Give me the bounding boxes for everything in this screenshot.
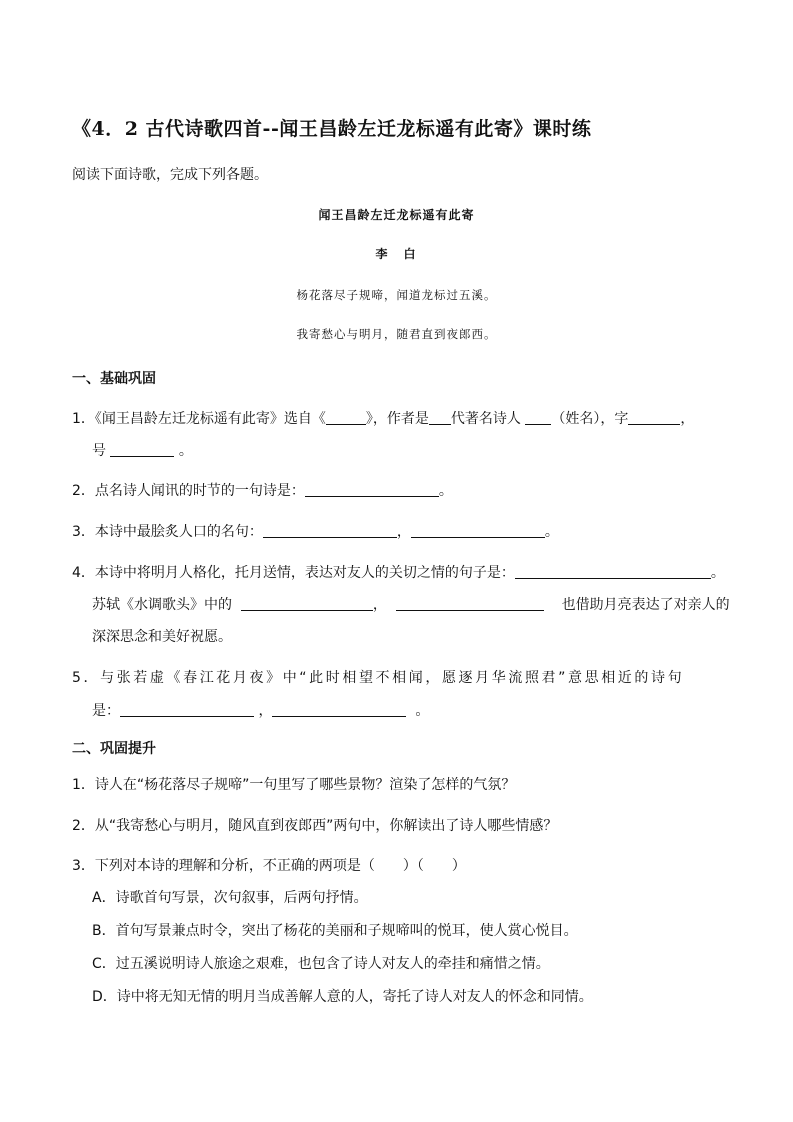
answer-blank[interactable] xyxy=(120,702,254,717)
answer-blank[interactable] xyxy=(110,442,174,457)
document-title: 《4．2 古代诗歌四首--闻王昌龄左迁龙标遥有此寄》课时练 xyxy=(72,118,592,140)
answer-blank[interactable] xyxy=(525,410,551,425)
poem-title: 闻王昌龄左迁龙标遥有此寄 xyxy=(318,208,475,222)
answer-blank[interactable] xyxy=(263,523,397,538)
poem-line-1: 杨花落尽子规啼，闻道龙标过五溪。 xyxy=(296,288,497,302)
answer-blank[interactable] xyxy=(411,523,545,538)
question-4-line-2: 苏轼《水调歌头》中的 ， 也借助月亮表达了对亲人的 xyxy=(92,597,730,613)
option-d: D．诗中将无知无情的明月当成善解人意的人，寄托了诗人对友人的怀念和同情。 xyxy=(92,989,593,1005)
reading-instruction: 阅读下面诗歌，完成下列各题。 xyxy=(72,167,268,183)
answer-blank[interactable] xyxy=(429,410,451,425)
question-4-line-3: 深深思念和美好祝愿。 xyxy=(92,629,232,645)
section-improve-heading: 二、巩固提升 xyxy=(72,741,156,757)
option-c: C．过五溪说明诗人旅途之艰难，也包含了诗人对友人的牵挂和痛惜之情。 xyxy=(92,956,550,972)
improve-question-3: 3．下列对本诗的理解和分析，不正确的两项是（ ）（ ） xyxy=(72,858,466,874)
question-1-line-2: 号 。 xyxy=(92,443,193,459)
poem-author: 李 白 xyxy=(375,247,418,261)
answer-blank[interactable] xyxy=(628,410,680,425)
option-b: B．首句写景兼点时令，突出了杨花的美丽和子规啼叫的悦耳，使人赏心悦目。 xyxy=(92,923,578,939)
poem-line-2: 我寄愁心与明月，随君直到夜郎西。 xyxy=(296,327,497,341)
answer-blank[interactable] xyxy=(272,702,406,717)
answer-blank[interactable] xyxy=(241,596,373,611)
answer-blank[interactable] xyxy=(515,564,711,579)
section-basic-heading: 一、基础巩固 xyxy=(72,371,156,387)
question-5-line-2: 是： ， 。 xyxy=(92,703,430,719)
option-a: A．诗歌首句写景，次句叙事，后两句抒情。 xyxy=(92,890,368,906)
question-4-line-1: 4．本诗中将明月人格化，托月送情，表达对友人的关切之情的句子是： 。 xyxy=(72,565,725,581)
question-2: 2．点名诗人闻讯的时节的一句诗是： 。 xyxy=(72,483,453,499)
question-3: 3．本诗中最脍炙人口的名句： ， 。 xyxy=(72,524,559,540)
answer-blank[interactable] xyxy=(396,596,544,611)
improve-question-2: 2．从“我寄愁心与明月，随风直到夜郎西”两句中，你解读出了诗人哪些情感？ xyxy=(72,818,558,834)
answer-blank[interactable] xyxy=(305,482,439,497)
question-1-line-1: 1．《闻王昌龄左迁龙标遥有此寄》选自《 》，作者是 代著名诗人 （姓名），字 ， xyxy=(72,411,695,427)
question-5-line-1: 5．与张若虚《春江花月夜》中“此时相望不相闻，愿逐月华流照君”意思相近的诗句 xyxy=(72,670,685,686)
answer-blank[interactable] xyxy=(326,410,366,425)
improve-question-1: 1．诗人在“杨花落尽子规啼”一句里写了哪些景物？渲染了怎样的气氛？ xyxy=(72,777,516,793)
